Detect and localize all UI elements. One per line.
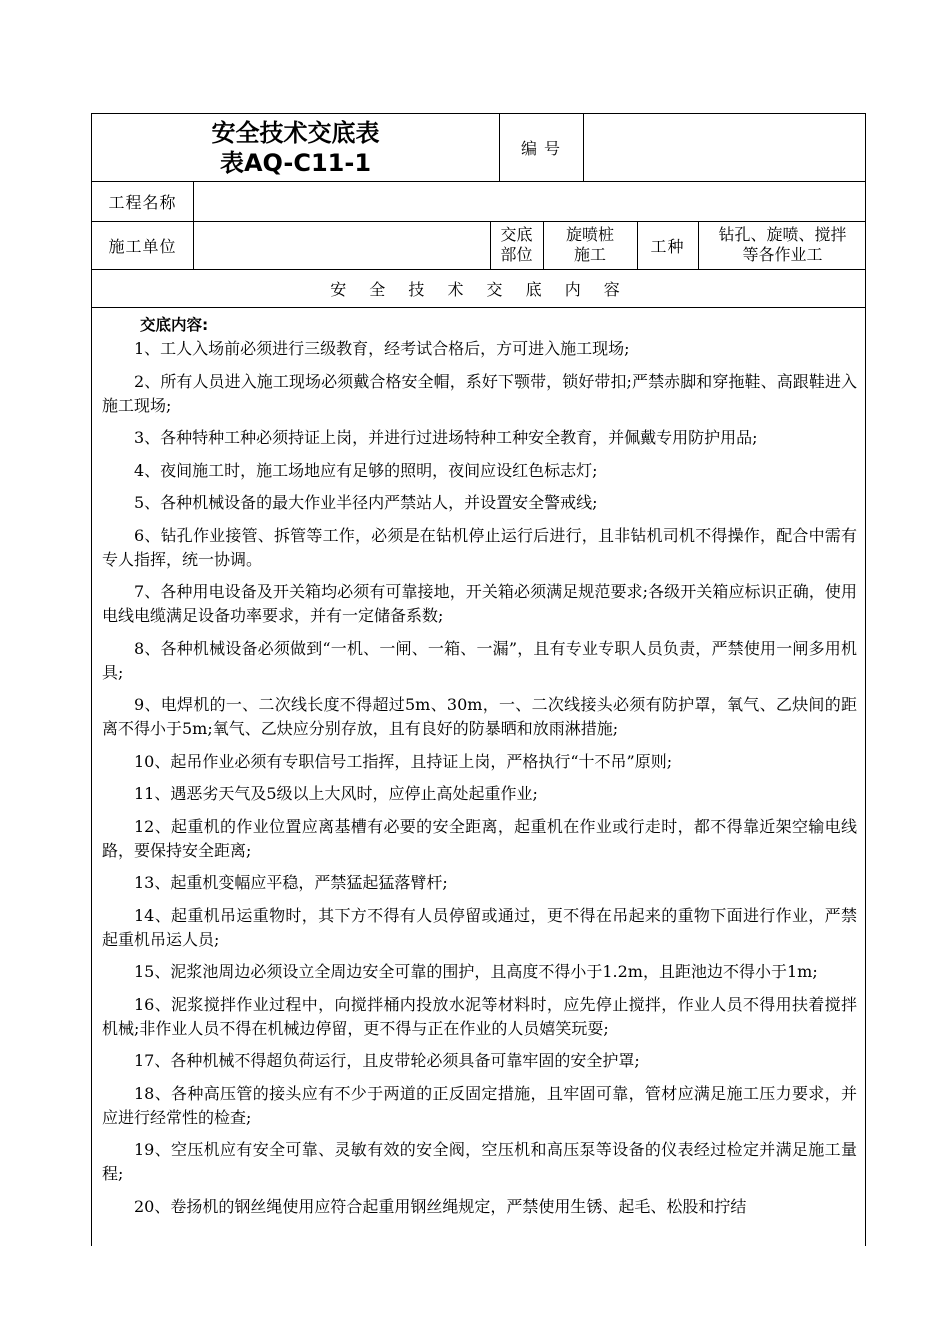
disclosure-content — [92, 307, 865, 1227]
disclosure-part-label-line1: 交底 — [500, 225, 533, 244]
number-label: 编 号 — [520, 139, 562, 158]
disclosure-part-value — [543, 221, 637, 269]
disclosure-part-value-line2: 施工 — [573, 245, 606, 264]
form-title-cell — [92, 114, 499, 181]
disclosure-part-value-line1: 旋喷桩 — [565, 225, 614, 244]
project-name-label: 工程名称 — [108, 192, 177, 212]
safety-disclosure-form — [91, 113, 866, 1246]
content-item: 3、各种特种工种必须持证上岗，并进行过进场特种工种安全教育，并佩戴专用防护用品; — [134, 428, 758, 447]
section-title: 安 全 技 术 交 底 内 容 — [330, 279, 629, 299]
content-item: 2、所有人员进入施工现场必须戴合格安全帽，系好下颚带，锁好带扣;严禁赤脚和穿拖鞋、高跟鞋进入施工现场; — [102, 371, 857, 415]
construction-unit-value[interactable] — [193, 221, 490, 269]
work-type-value-line2: 等各作业工 — [742, 245, 823, 264]
content-item: 9、电焊机的一、二次线长度不得超过5m、30m，一、二次线接头必须有防护罩，氧气、乙炔间的距离不得小于5m;氧气、乙炔应分别存放，且有良好的防暴晒和放雨淋措施; — [102, 695, 857, 738]
form-title: 安全技术交底表 — [211, 118, 380, 147]
work-type-value — [698, 221, 867, 269]
content-item: 12、起重机的作业位置应离基槽有必要的安全距离，起重机在作业或行走时，都不得靠近架空输电线路，要保持安全距离; — [102, 816, 857, 860]
work-type-label: 工种 — [650, 236, 685, 256]
project-name-value[interactable] — [193, 181, 867, 221]
content-item: 6、钻孔作业接管、拆管等工作，必须是在钻机停止运行后进行，且非钻机司机不得操作，配合中需有专人指挥，统一协调。 — [102, 525, 857, 569]
content-item: 10、起吊作业必须有专职信号工指挥，且持证上岗，严格执行“十不吊”原则; — [134, 751, 673, 771]
number-value[interactable] — [583, 114, 867, 181]
disclosure-part-label-line2: 部位 — [500, 245, 533, 264]
content-item: 19、空压机应有安全可靠、灵敏有效的安全阀，空压机和高压泵等设备的仪表经过检定并满足施工量程; — [102, 1140, 857, 1183]
content-item: 8、各种机械设备必须做到“一机、一闸、一箱、一漏”，且有专业专职人员负责，严禁使用一闸多用机具; — [102, 638, 857, 682]
content-item: 4、夜间施工时，施工场地应有足够的照明，夜间应设红色标志灯; — [134, 460, 598, 480]
content-item: 15、泥浆池周边必须设立全周边安全可靠的围护，且高度不得小于1.2m，且距池边不得小于1m; — [134, 962, 818, 981]
work-type-value-line1: 钻孔、旋喷、搅拌 — [718, 225, 847, 244]
content-item: 1、工人入场前必须进行三级教育，经考试合格后，方可进入施工现场; — [134, 339, 630, 358]
content-item: 13、起重机变幅应平稳，严禁猛起猛落臂杆; — [134, 873, 448, 892]
disclosure-part-label — [490, 221, 543, 269]
form-code: 表AQ-C11-1 — [219, 148, 372, 177]
content-item: 7、各种用电设备及开关箱均必须有可靠接地，开关箱必须满足规范要求;各级开关箱应标识正确，使用电线电缆满足设备功率要求，并有一定储备系数; — [102, 582, 857, 625]
content-item: 17、各种机械不得超负荷运行，且皮带轮必须具备可靠牢固的安全护罩; — [134, 1051, 640, 1070]
content-item: 14、起重机吊运重物时，其下方不得有人员停留或通过，更不得在吊起来的重物下面进行作业，严禁起重机吊运人员; — [102, 905, 857, 949]
content-item: 5、各种机械设备的最大作业半径内严禁站人，并设置安全警戒线; — [134, 493, 598, 512]
content-item: 16、泥浆搅拌作业过程中，向搅拌桶内投放水泥等材料时，应先停止搅拌，作业人员不得用扶着搅拌机械;非作业人员不得在机械边停留，更不得与正在作业的人员嬉笑玩耍; — [102, 994, 857, 1038]
content-heading: 交底内容: — [140, 316, 209, 334]
content-item: 20、卷扬机的钢丝绳使用应符合起重用钢丝绳规定，严禁使用生锈、起毛、松股和拧结 — [134, 1196, 747, 1216]
content-item: 18、各种高压管的接头应有不少于两道的正反固定措施，且牢固可靠，管材应满足施工压力要求，并应进行经常性的检查; — [102, 1083, 857, 1127]
construction-unit-label: 施工单位 — [108, 236, 177, 256]
content-item: 11、遇恶劣天气及5级以上大风时，应停止高处起重作业; — [134, 784, 538, 803]
